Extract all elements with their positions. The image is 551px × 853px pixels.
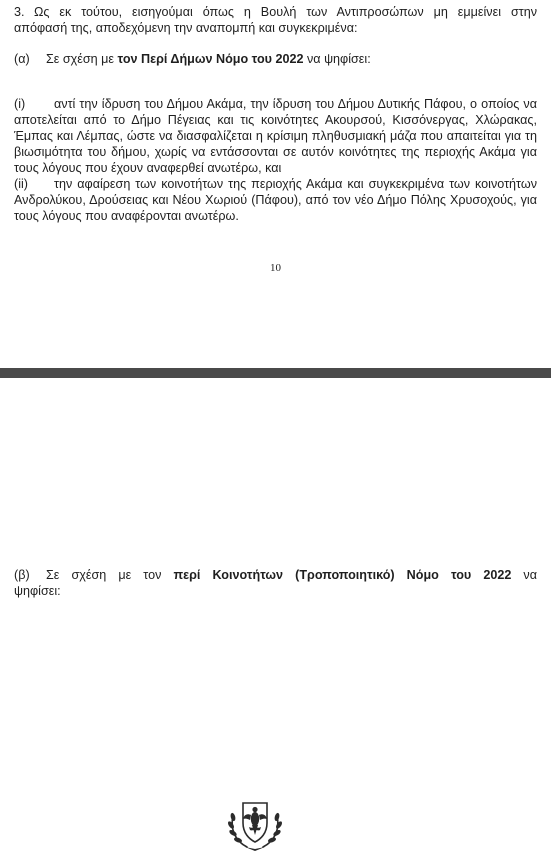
section-b-law-name: περί Κοινοτήτων (Τροποποιητικό) Νόμο του 2022 xyxy=(173,568,512,582)
item-ii-text: την αφαίρεση των κοινοτήτων της περιοχής Ακάμα και συγκεκριμένα των κοινοτήτων Ανδρολύκου, Δρούσειας και Νέου Χωριού (Πάφου), από τον νέο Δήμο Πόλης Χρυσοχούς, για τους λόγους που αναφέρονται ανωτέρω. xyxy=(14,177,537,223)
section-b-post-start: να xyxy=(511,568,538,582)
section-b-block xyxy=(14,567,537,599)
paragraph-3 xyxy=(14,4,537,36)
item-ii-label: (ii) xyxy=(14,177,28,191)
item-i xyxy=(14,96,537,176)
page-divider xyxy=(0,368,551,378)
cyprus-coat-of-arms-icon xyxy=(225,791,285,853)
paragraph-3-line-2: απόφασή της, αποδεχόμενη την αναπομπή και συγκεκριμένα: xyxy=(14,21,358,35)
section-b-line-1 xyxy=(14,567,537,583)
section-a-label: (α) xyxy=(14,52,30,66)
section-b-pre: Σε σχέση με τον xyxy=(46,568,174,582)
item-i-label: (i) xyxy=(14,97,26,111)
section-a-pre: Σε σχέση με xyxy=(46,52,118,66)
paragraph-3-text-1: Ως εκ τούτου, εισηγούμαι όπως η Βουλή των Αντιπροσώπων μη εμμείνει στην xyxy=(34,5,537,19)
page-number: 10 xyxy=(270,262,281,274)
section-a-post: να ψηφίσει: xyxy=(303,52,371,66)
section-a-heading xyxy=(14,51,537,67)
section-b-post: ψηφίσει: xyxy=(14,584,61,598)
paragraph-number: 3. xyxy=(14,5,25,19)
paragraph-3-line-1 xyxy=(14,4,537,20)
item-ii xyxy=(14,176,537,224)
item-i-text: αντί την ίδρυση του Δήμου Ακάμα, την ίδρυση του Δήμου Δυτικής Πάφου, ο οποίος να αποτελείται από το Δήμο Πέγειας και τις κοινότητες Ακουρσού, Κισσόνεργας, Χλώρακας, Έμπας και Λέμπας, ώστε να διασφαλίζεται η κρίσιμη πληθυσμιακή μάζα που απαιτείται για τη βιωσιμότητα του δήμου, χωρίς να εντάσσονται σε αυτόν κοινότητες της περιοχής Ακάμα για τους λόγους που έχουν αναφερθεί ανωτέρω, και xyxy=(14,97,537,175)
section-b-label: (β) xyxy=(14,568,30,582)
document-page-top xyxy=(0,0,551,368)
section-a-law-name: τον Περί Δήμων Νόμο του 2022 xyxy=(117,52,304,66)
